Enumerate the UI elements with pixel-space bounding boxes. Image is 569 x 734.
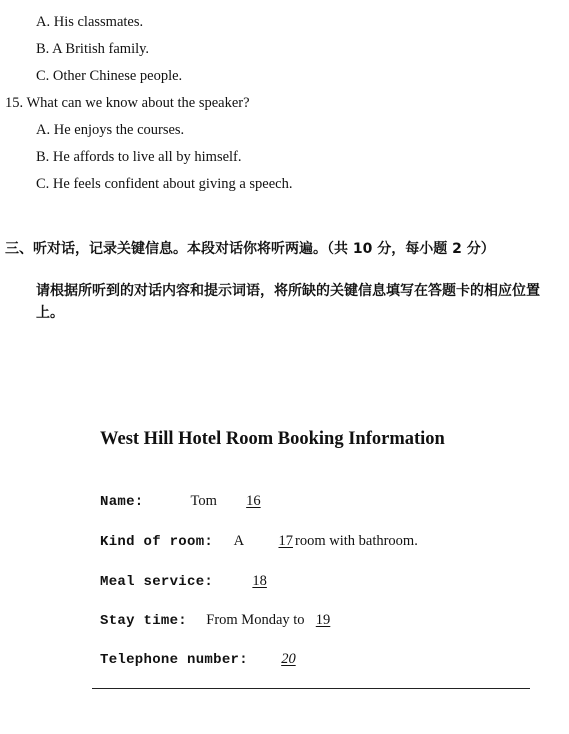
meal-service-label: Meal service: [100, 574, 214, 590]
stay-prefix: From Monday to [206, 612, 305, 628]
name-label: Name: [100, 494, 144, 510]
kind-prefix: A [233, 533, 244, 549]
blank-20[interactable]: 20 [281, 651, 296, 667]
kind-of-room-row [100, 531, 418, 552]
blank-17[interactable]: 17 [278, 533, 293, 549]
section-title: 三、听对话，记录关键信息。本段对话你将听两遍。（共 10 分，每小题 2 分） [5, 241, 495, 257]
q14-option-b: B. A British family. [36, 41, 150, 57]
blank-19[interactable]: 19 [315, 612, 331, 628]
q15-stem: 15. What can we know about the speaker? [5, 95, 250, 111]
telephone-row [100, 649, 310, 670]
kind-of-room-label: Kind of room: [100, 534, 214, 550]
blank-18[interactable]: 18 [252, 573, 267, 589]
q14-option-a: A. His classmates. [36, 14, 144, 30]
q14-option-c: C. Other Chinese people. [36, 68, 183, 84]
bottom-rule [92, 688, 530, 689]
form-title: West Hill Hotel Room Booking Information [100, 429, 445, 449]
name-value: Tom [190, 493, 217, 509]
telephone-label: Telephone number: [100, 652, 248, 668]
stay-time-label: Stay time: [100, 613, 188, 629]
name-row [100, 491, 273, 512]
stay-time-row [100, 610, 352, 631]
kind-suffix: room with bathroom. [295, 533, 418, 549]
blank-16[interactable]: 16 [246, 493, 261, 509]
q15-option-c: C. He feels confident about giving a speech. [36, 176, 293, 192]
meal-service-row [100, 571, 281, 592]
section-instruction: 请根据所听到的对话内容和提示词语，将所缺的关键信息填写在答题卡的相应位置上。 [36, 283, 540, 321]
q15-option-b: B. He affords to live all by himself. [36, 149, 242, 165]
q15-option-a: A. He enjoys the courses. [36, 122, 185, 138]
